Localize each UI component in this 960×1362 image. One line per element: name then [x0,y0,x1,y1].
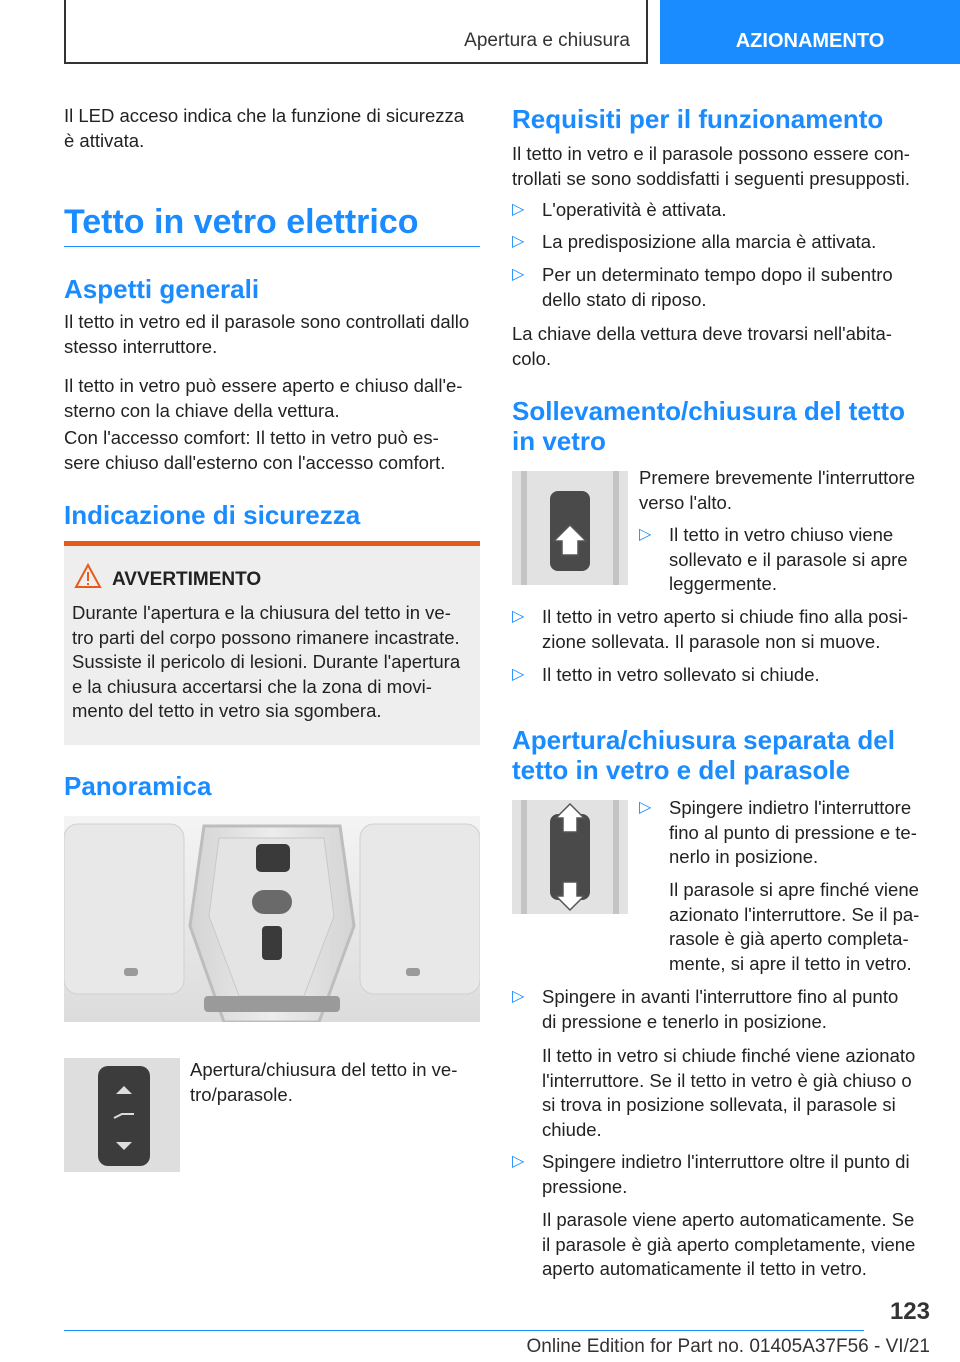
page-number: 123 [889,1298,930,1325]
switch-updown-image [512,800,628,914]
bullet-icon: ▷ [639,526,652,543]
heading-lift: Sollevamento/chiusura del tetto in vetro [512,396,905,456]
warning-text: Durante l'apertura e la chiusura del tetto in ve- tro parti del corpo possono rimanere incastrate. Sussiste il pericolo di lesioni. Durante l'apertura e la chiusura accertarsi che la zona di movi- mento del tetto in vetro sia sgombera. [72,602,461,721]
warning-bar [64,541,480,546]
bullet-icon: ▷ [512,266,525,283]
heading-overview: Panoramica [64,771,212,801]
roof-console-image [64,816,480,1022]
header-chapter-title: AZIONAMENTO [735,30,885,52]
bullet-icon: ▷ [512,1153,525,1170]
roof-switch-image [64,1058,180,1172]
header-section-box [64,0,648,64]
warning-title: AVVERTIMENTO [112,569,262,590]
heading-rule [64,246,480,247]
separate-paragraph-1: Il parasole si apre finché viene azionato l'interruttore. Se il pa- rasole è già aperto completa- mente, si apre il tetto in vetro. [669,879,920,974]
main-heading: Tetto in vetro elettrico [64,203,419,241]
footer-rule [64,1330,864,1331]
separate-paragraph-3: Il parasole viene aperto automaticamente. Se il parasole è già aperto completamente, viene aperto automaticamente il tetto in vetro. [542,1209,916,1279]
intro-text: Il LED acceso indica che la funzione di sicurezza è attivata. [64,105,465,151]
heading-separate: Apertura/chiusura separata del tetto in vetro e del parasole [512,725,895,785]
bullet-icon: ▷ [512,233,525,250]
header-chapter-tab [660,0,960,64]
footer-edition: Online Edition for Part no. 01405A37F56 - VI/21 [526,1336,930,1357]
bullet-icon: ▷ [639,799,652,816]
heading-general: Aspetti generali [64,274,260,304]
requirements-paragraph: Il tetto in vetro e il parasole possono essere con- trollati se sono soddisfatti i seguenti presupposti. [512,143,910,189]
switch-up-image [512,471,628,585]
key-paragraph: La chiave della vettura deve trovarsi nell'abita- colo. [512,323,892,369]
heading-safety: Indicazione di sicurezza [64,500,361,530]
header-section-title: Apertura e chiusura [464,30,630,51]
heading-requirements: Requisiti per il funzionamento [512,104,884,134]
general-paragraph-1: Il tetto in vetro ed il parasole sono controllati dallo stesso interruttore. [64,311,470,357]
warning-box [64,541,480,745]
image-caption: Apertura/chiusura del tetto in ve- tro/parasole. [190,1059,458,1105]
general-paragraph-3: Con l'accesso comfort: Il tetto in vetro può es- sere chiuso dall'esterno con l'accesso comfort. [64,427,446,473]
bullet-icon: ▷ [512,666,525,683]
separate-paragraph-2: Il tetto in vetro si chiude finché viene azionato l'interruttore. Se il tetto in vetro è già chiuso o si trova in posizione sollevata, il parasole si chiude. [542,1045,916,1140]
bullet-icon: ▷ [512,201,525,218]
bullet-icon: ▷ [512,608,525,625]
warning-triangle-icon [74,563,102,589]
bullet-icon: ▷ [512,988,525,1005]
lift-paragraph: Premere brevemente l'interruttore verso l'alto. [639,467,916,513]
general-paragraph-2: Il tetto in vetro può essere aperto e chiuso dall'e- sterno con la chiave della vettura. [64,375,463,421]
